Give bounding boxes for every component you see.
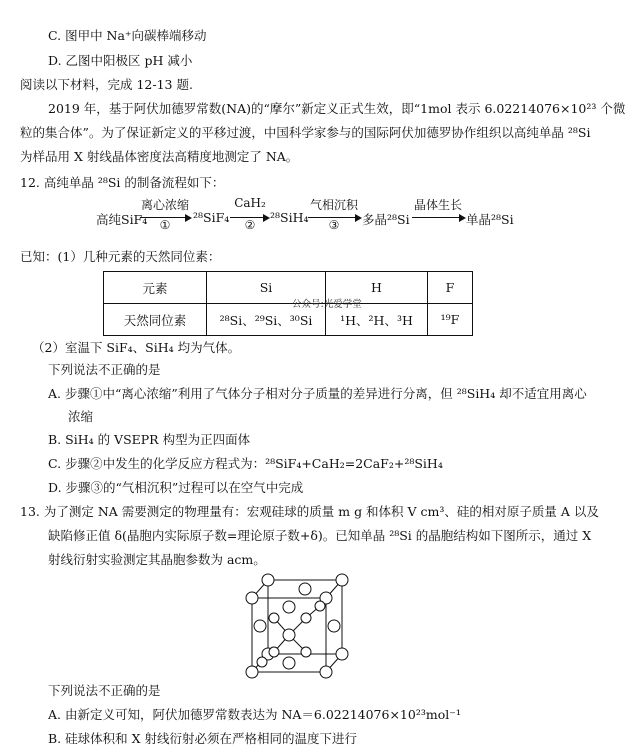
flow-node: 多晶²⁸Si	[362, 212, 410, 227]
table-cell: 天然同位素	[104, 304, 207, 336]
q13-stem-2: 缺陷修正值 δ(晶胞内实际原子数=理论原子数+δ)。已知单晶 ²⁸Si 的晶胞结构如下图所示，通过 X	[48, 528, 592, 543]
isotope-table	[103, 271, 473, 336]
passage-line-3: 为样品用 X 射线晶体密度法高精度地测定了 NA。	[20, 149, 299, 164]
table-cell: ¹H、²H、³H	[326, 304, 428, 336]
q12-option-c: C. 步骤②中发生的化学反应方程式为：²⁸SiF₄+CaH₂=2CaF₂+²⁸SiH₄	[48, 456, 443, 471]
flow-step-label: 气相沉积	[309, 198, 358, 212]
flow-diagram	[90, 196, 530, 236]
q12-option-a-cont: 浓缩	[68, 409, 94, 424]
passage-line-1: 2019 年，基于阿伏加德罗常数(NA)的“摩尔”新定义正式生效，即“1mol 表示 6.02214076×10²³ 个微	[48, 101, 625, 116]
option-c-prev: C. 图甲中 Na⁺向碳棒端移动	[48, 28, 207, 43]
q13-option-b: B. 硅球体积和 X 射线衍射必须在严格相同的温度下进行	[48, 731, 357, 746]
q13-ask: 下列说法不正确的是	[48, 683, 161, 698]
table-header-row	[104, 272, 473, 304]
q12-option-b: B. SiH₄ 的 VSEPR 构型为正四面体	[48, 432, 251, 447]
flow-step-num: ②	[244, 218, 256, 232]
flow-step-num: ③	[328, 218, 340, 232]
flow-step-num: ①	[159, 218, 171, 232]
q12-option-a: A. 步骤①中“离心浓缩”利用了气体分子相对分子质量的差异进行分离，但 ²⁸SiH₄ 却不适宜用离心	[48, 386, 587, 401]
intro: 阅读以下材料，完成 12-13 题.	[20, 77, 193, 92]
q12-option-d: D. 步骤③的“气相沉积”过程可以在空气中完成	[48, 480, 304, 495]
flow-step-label: 晶体生长	[413, 198, 462, 212]
table-header: H	[326, 272, 428, 304]
table-cell: ¹⁹F	[428, 304, 473, 336]
table-row	[104, 304, 473, 336]
known-title: 已知：(1）几种元素的天然同位素：	[20, 249, 221, 264]
known-2: （2）室温下 SiF₄、SiH₄ 均为气体。	[32, 340, 241, 355]
table-header: F	[428, 272, 473, 304]
flow-node: 高纯SiF₄	[96, 212, 148, 227]
table-cell: ²⁸Si、²⁹Si、³⁰Si	[207, 304, 326, 336]
q12-stem: 12. 高纯单晶 ²⁸Si 的制备流程如下：	[20, 175, 225, 190]
flow-step-label: 离心浓缩	[140, 198, 189, 212]
watermark: 公众号:光爱学堂	[292, 299, 362, 310]
flow-arrow	[412, 217, 464, 218]
q13-stem-3: 射线衍射实验测定其晶胞参数为 acm。	[48, 552, 266, 567]
q12-ask: 下列说法不正确的是	[48, 362, 161, 377]
silicon-unit-cell-figure	[240, 570, 360, 690]
q13-stem-1: 13. 为了测定 NA 需要测定的物理量有：宏观硅球的质量 m g 和体积 V cm³、硅的相对原子质量 A 以及	[20, 504, 599, 519]
q13-option-a: A. 由新定义可知，阿伏加德罗常数表达为 NA＝6.02214076×10²³mol⁻¹	[48, 707, 461, 722]
table-header: Si	[207, 272, 326, 304]
passage-line-2: 粒的集合体”。为了保证新定义的平移过渡，中国科学家参与的国际阿伏加德罗协作组织以高纯单晶 ²⁸Si	[20, 125, 591, 140]
flow-node: 单晶²⁸Si	[466, 212, 514, 227]
table-header: 元素	[104, 272, 207, 304]
flow-step-label: CaH₂	[234, 196, 266, 210]
flow-node: ²⁸SiF₄	[193, 210, 230, 225]
flow-node: ²⁸SiH₄	[270, 210, 309, 225]
option-d-prev: D. 乙图中阳极区 pH 减小	[48, 53, 193, 68]
